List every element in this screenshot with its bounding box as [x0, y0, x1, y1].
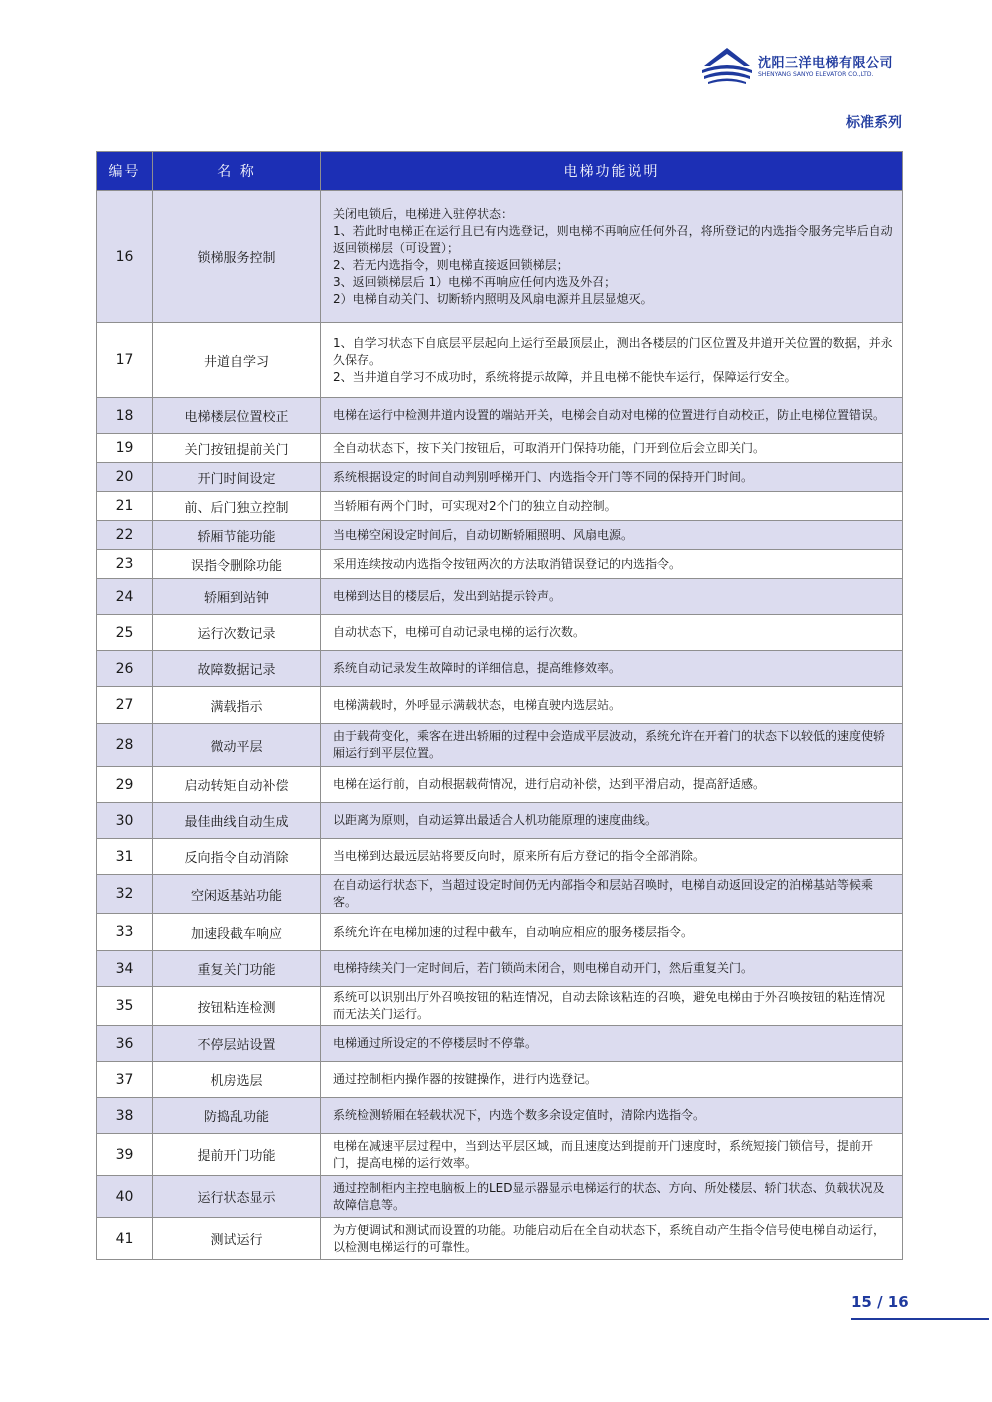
table-header-row: [97, 152, 903, 191]
row-function-name: 提前开门功能: [153, 1134, 321, 1176]
row-function-name: 井道自学习: [153, 323, 321, 398]
row-number: 22: [97, 521, 153, 550]
function-table: [96, 151, 903, 1260]
company-logo: [700, 46, 910, 90]
row-function-name: 关门按钮提前关门: [153, 434, 321, 463]
page-number: 15 / 16: [851, 1293, 909, 1311]
table-row: [97, 1134, 903, 1176]
row-function-description: 电梯在运行中检测井道内设置的端站开关，电梯会自动对电梯的位置进行自动校正，防止电梯位置错误。: [321, 398, 903, 434]
row-function-description: 电梯通过所设定的不停楼层时不停靠。: [321, 1026, 903, 1062]
row-number: 17: [97, 323, 153, 398]
table-row: [97, 492, 903, 521]
table-row: [97, 463, 903, 492]
row-function-description: 全自动状态下，按下关门按钮后，可取消开门保持功能，门开到位后会立即关门。: [321, 434, 903, 463]
table-row: [97, 724, 903, 767]
row-number: 34: [97, 951, 153, 987]
row-number: 39: [97, 1134, 153, 1176]
row-number: 32: [97, 875, 153, 914]
table-row: [97, 550, 903, 579]
series-title: 标准系列: [846, 115, 902, 131]
table-row: [97, 803, 903, 839]
table-row: [97, 914, 903, 951]
row-number: 24: [97, 579, 153, 615]
row-function-description: 关闭电锁后，电梯进入驻停状态： 1、若此时电梯正在运行且已有内选登记，则电梯不再响应任何外召，将所登记的内选指令服务完毕后自动返回锁梯层（可设置）； 2、若无内选指令，则电梯直接返回锁梯层； 3、返回锁梯层后 1）电梯不再响应任何内选及外召； 2）电梯自动关门、切断轿内照明及风扇电源并且层显熄灭。: [321, 191, 903, 323]
row-number: 40: [97, 1176, 153, 1218]
row-function-name: 反向指令自动消除: [153, 839, 321, 875]
table-row: [97, 1176, 903, 1218]
row-function-name: 运行次数记录: [153, 615, 321, 651]
row-function-description: 采用连续按动内选指令按钮两次的方法取消错误登记的内选指令。: [321, 550, 903, 579]
table-row: [97, 1062, 903, 1098]
row-function-name: 按钮粘连检测: [153, 987, 321, 1026]
row-function-name: 满载指示: [153, 687, 321, 724]
row-function-name: 故障数据记录: [153, 651, 321, 687]
row-function-name: 微动平层: [153, 724, 321, 767]
row-number: 27: [97, 687, 153, 724]
row-function-description: 电梯在运行前，自动根据载荷情况，进行启动补偿，达到平滑启动，提高舒适感。: [321, 767, 903, 803]
row-function-name: 加速段截车响应: [153, 914, 321, 951]
row-function-description: 当轿厢有两个门时，可实现对2个门的独立自动控制。: [321, 492, 903, 521]
table-row: [97, 434, 903, 463]
row-number: 38: [97, 1098, 153, 1134]
table-row: [97, 651, 903, 687]
table-row: [97, 615, 903, 651]
row-function-description: 系统允许在电梯加速的过程中截车，自动响应相应的服务楼层指令。: [321, 914, 903, 951]
table-row: [97, 579, 903, 615]
row-function-name: 开门时间设定: [153, 463, 321, 492]
row-function-name: 电梯楼层位置校正: [153, 398, 321, 434]
row-number: 36: [97, 1026, 153, 1062]
row-number: 19: [97, 434, 153, 463]
row-function-description: 在自动运行状态下，当超过设定时间仍无内部指令和层站召唤时，电梯自动返回设定的泊梯基站等候乘客。: [321, 875, 903, 914]
row-function-name: 重复关门功能: [153, 951, 321, 987]
row-function-name: 轿厢到站钟: [153, 579, 321, 615]
row-number: 30: [97, 803, 153, 839]
company-name-en: SHENYANG SANYO ELEVATOR CO.,LTD.: [758, 71, 874, 78]
table-row: [97, 323, 903, 398]
row-number: 18: [97, 398, 153, 434]
row-number: 20: [97, 463, 153, 492]
row-function-description: 系统可以识别出厅外召唤按钮的粘连情况，自动去除该粘连的召唤，避免电梯由于外召唤按钮的粘连情况而无法关门运行。: [321, 987, 903, 1026]
row-function-description: 当电梯到达最远层站将要反向时，原来所有后方登记的指令全部消除。: [321, 839, 903, 875]
row-function-description: 自动状态下，电梯可自动记录电梯的运行次数。: [321, 615, 903, 651]
row-number: 26: [97, 651, 153, 687]
row-function-description: 电梯满载时，外呼显示满载状态，电梯直驶内选层站。: [321, 687, 903, 724]
table-row: [97, 875, 903, 914]
company-logo-icon: [700, 46, 754, 86]
row-function-description: 系统自动记录发生故障时的详细信息，提高维修效率。: [321, 651, 903, 687]
row-function-name: 锁梯服务控制: [153, 191, 321, 323]
row-function-name: 空闲返基站功能: [153, 875, 321, 914]
row-function-description: 当电梯空闲设定时间后，自动切断轿厢照明、风扇电源。: [321, 521, 903, 550]
row-number: 23: [97, 550, 153, 579]
row-function-name: 运行状态显示: [153, 1176, 321, 1218]
row-function-description: 电梯持续关门一定时间后，若门锁尚未闭合，则电梯自动开门，然后重复关门。: [321, 951, 903, 987]
row-function-description: 通过控制柜内主控电脑板上的LED显示器显示电梯运行的状态、方向、所处楼层、轿门状态、负载状况及故障信息等。: [321, 1176, 903, 1218]
company-name-cn: 沈阳三洋电梯有限公司: [758, 56, 894, 71]
row-function-name: 前、后门独立控制: [153, 492, 321, 521]
table-row: [97, 987, 903, 1026]
table-row: [97, 839, 903, 875]
row-function-name: 不停层站设置: [153, 1026, 321, 1062]
row-function-name: 机房选层: [153, 1062, 321, 1098]
row-function-name: 启动转矩自动补偿: [153, 767, 321, 803]
row-function-description: 电梯在减速平层过程中，当到达平层区域，而且速度达到提前开门速度时，系统短接门锁信号，提前开门，提高电梯的运行效率。: [321, 1134, 903, 1176]
row-function-description: 1、自学习状态下自底层平层起向上运行至最顶层止，测出各楼层的门区位置及井道开关位置的数据，并永久保存。 2、当井道自学习不成功时，系统将提示故障，并且电梯不能快车运行，保障运行安全。: [321, 323, 903, 398]
row-number: 31: [97, 839, 153, 875]
row-function-description: 系统检测轿厢在轻载状况下，内选个数多余设定值时，清除内选指令。: [321, 1098, 903, 1134]
table-row: [97, 767, 903, 803]
row-number: 41: [97, 1218, 153, 1260]
row-number: 16: [97, 191, 153, 323]
row-function-name: 误指令删除功能: [153, 550, 321, 579]
row-number: 33: [97, 914, 153, 951]
row-function-description: 为方便调试和测试而设置的功能。功能启动后在全自动状态下，系统自动产生指令信号使电梯自动运行，以检测电梯运行的可靠性。: [321, 1218, 903, 1260]
row-function-description: 系统根据设定的时间自动判别呼梯开门、内选指令开门等不同的保持开门时间。: [321, 463, 903, 492]
table-row: [97, 398, 903, 434]
row-function-description: 电梯到达目的楼层后，发出到站提示铃声。: [321, 579, 903, 615]
row-function-name: 轿厢节能功能: [153, 521, 321, 550]
row-number: 37: [97, 1062, 153, 1098]
table-row: [97, 191, 903, 323]
table-row: [97, 951, 903, 987]
row-function-description: 由于载荷变化，乘客在进出轿厢的过程中会造成平层波动，系统允许在开着门的状态下以较低的速度使轿厢运行到平层位置。: [321, 724, 903, 767]
table-row: [97, 1218, 903, 1260]
row-number: 29: [97, 767, 153, 803]
page-number-underline: [851, 1318, 989, 1320]
row-function-name: 最佳曲线自动生成: [153, 803, 321, 839]
table-row: [97, 687, 903, 724]
column-header-number: 编号: [97, 152, 153, 191]
row-function-name: 防捣乱功能: [153, 1098, 321, 1134]
row-number: 28: [97, 724, 153, 767]
column-header-description: 电梯功能说明: [321, 152, 903, 191]
column-header-name: 名 称: [153, 152, 321, 191]
row-function-description: 以距离为原则，自动运算出最适合人机功能原理的速度曲线。: [321, 803, 903, 839]
row-function-name: 测试运行: [153, 1218, 321, 1260]
row-number: 35: [97, 987, 153, 1026]
table-row: [97, 1098, 903, 1134]
table-row: [97, 521, 903, 550]
row-function-description: 通过控制柜内操作器的按键操作，进行内选登记。: [321, 1062, 903, 1098]
table-row: [97, 1026, 903, 1062]
row-number: 21: [97, 492, 153, 521]
row-number: 25: [97, 615, 153, 651]
